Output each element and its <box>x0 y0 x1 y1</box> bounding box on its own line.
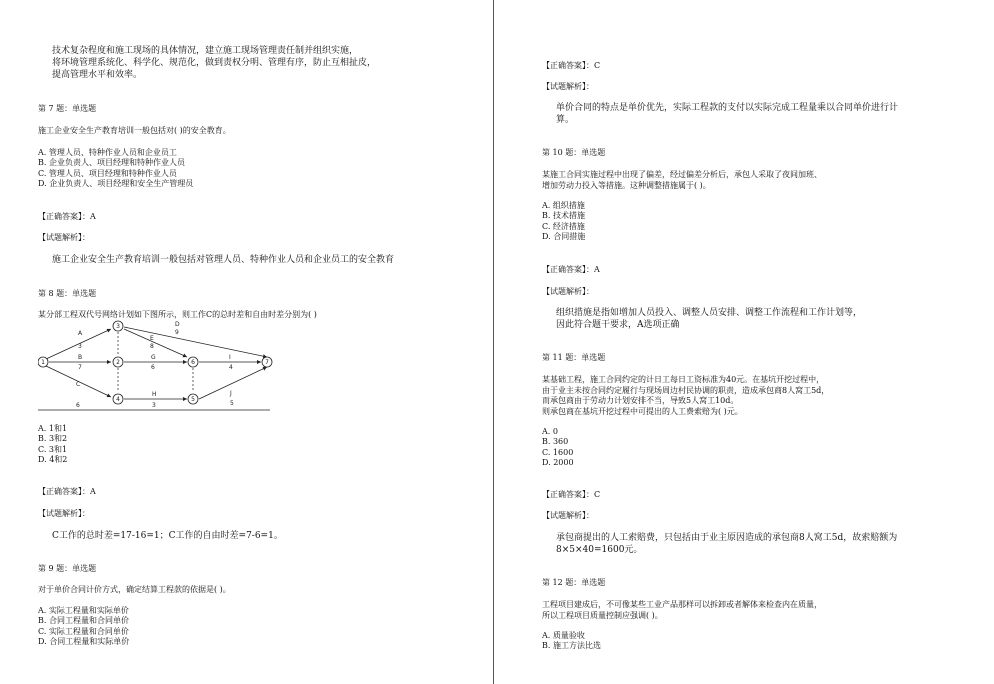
intro-line: 提高管理水平和效率。 <box>52 70 143 80</box>
option-item: B. 技术措施 <box>542 211 585 221</box>
option-item: C. 实际工程量和合同单价 <box>38 626 129 636</box>
node-4 <box>113 394 123 404</box>
q11-analysis-label: 【试题解析】： <box>542 511 594 520</box>
node-5 <box>188 394 198 404</box>
q12-header: 第 12 题：单选题 <box>542 578 606 587</box>
arrow-label: G <box>151 354 156 361</box>
q7-analysis-label: 【试题解析】： <box>38 233 90 242</box>
arrow-label: 6 <box>151 364 155 371</box>
q11-analysis <box>556 532 897 556</box>
svg-text:2: 2 <box>116 359 120 366</box>
svg-text:6: 6 <box>191 359 195 366</box>
q10-options <box>542 201 585 242</box>
left-page <box>0 0 493 684</box>
svg-text:3: 3 <box>116 323 120 330</box>
node-7 <box>262 357 272 367</box>
option-item: B. 合同工程量和合同单价 <box>38 616 129 626</box>
option-item: A. 0 <box>542 427 558 436</box>
svg-text:5: 5 <box>191 396 195 403</box>
arrow-label: C <box>76 381 81 388</box>
option-item: D. 合同工程量和实际单价 <box>38 636 130 646</box>
q7-analysis: 施工企业安全生产教育培训一般包括对管理人员、特种作业人员和企业员工的安全教育 <box>52 255 395 265</box>
q9-header: 第 9 题：单选题 <box>38 564 97 573</box>
q9-options <box>38 606 129 647</box>
svg-text:1: 1 <box>41 359 45 366</box>
option-item: D. 企业负责人、项目经理和安全生产管理员 <box>38 178 194 188</box>
q12-options <box>542 631 601 652</box>
arrow-label: 6 <box>76 402 80 409</box>
intro-line: 将环境管理系统化、科学化、规范化，做到责权分明、管理有序，防止互相扯皮， <box>52 58 377 68</box>
arrow-label: 5 <box>230 400 234 407</box>
analysis-line: 承包商提出的人工索赔费，只包括由于业主原因造成的承包商8人窝工5d，故索赔额为 <box>556 533 898 543</box>
q10-header: 第 10 题：单选题 <box>542 148 606 157</box>
option-item: C. 经济措施 <box>542 221 585 231</box>
node-2 <box>113 357 123 367</box>
option-item: B. 施工方法比选 <box>542 641 601 651</box>
arrow-d <box>124 327 267 357</box>
option-item: D. 合同措施 <box>542 231 586 241</box>
option-item: B. 企业负责人、项目经理和特种作业人员 <box>38 158 185 168</box>
q11-options <box>542 427 574 468</box>
arrow-label: B <box>78 354 83 361</box>
arrow-label: D <box>175 321 180 328</box>
arrow-label: 3 <box>78 343 82 350</box>
option-item: C. 1600 <box>542 447 574 457</box>
q8-header: 第 8 题：单选题 <box>38 289 97 298</box>
arrow-label: 8 <box>150 343 154 350</box>
q11-header: 第 11 题：单选题 <box>542 353 606 362</box>
arrow-label: 9 <box>175 329 179 336</box>
analysis-line: 算。 <box>556 115 575 125</box>
q10-analysis <box>556 307 862 331</box>
option-item: B. 3和2 <box>38 434 68 444</box>
right-page <box>495 0 994 684</box>
q9-stem: 对于单价合同计价方式，确定结算工程款的依据是( )。 <box>38 585 231 594</box>
stem-line: 工程项目建成后，不可像某些工业产品那样可以拆卸或者解体来检查内在质量， <box>542 600 822 609</box>
q10-analysis-label: 【试题解析】： <box>542 287 594 296</box>
network-diagram <box>38 319 278 411</box>
q8-analysis-label: 【试题解析】： <box>38 509 90 518</box>
q7-stem: 施工企业安全生产教育培训一般包括对( )的安全教育。 <box>38 126 231 135</box>
arrow-label: E <box>150 335 154 342</box>
intro-line: 技术复杂程度和施工现场的具体情况，建立施工现场管理责任制并组织实施， <box>52 46 359 56</box>
q11-stem <box>542 375 829 417</box>
arrow-label: A <box>78 330 83 337</box>
option-item: A. 组织措施 <box>542 201 585 210</box>
q10-stem <box>542 170 822 191</box>
analysis-line: 因此符合题干要求，A选项正确 <box>556 320 680 330</box>
stem-line: 由于业主未按合同约定履行与现场周边村民协调的职责，造成承包商8人窝工5d， <box>542 385 830 395</box>
q12-stem <box>542 600 822 621</box>
option-item: D. 2000 <box>542 457 574 467</box>
stem-line: 则承包商在基坑开挖过程中可提出的人工费索赔为( )元。 <box>542 406 743 416</box>
option-item: B. 360 <box>542 437 569 447</box>
arrow-label: J <box>230 390 232 397</box>
svg-text:4: 4 <box>116 396 120 403</box>
option-item: A. 质量验收 <box>542 631 585 640</box>
stem-line: 某基础工程，施工合同约定的计日工每日工资标准为40元。在基坑开挖过程中， <box>542 375 825 384</box>
arrow-j <box>199 367 267 399</box>
analysis-line: 8×5×40=1600元。 <box>556 545 643 555</box>
option-item: D. 4和2 <box>38 454 68 464</box>
option-item: C. 3和1 <box>38 444 68 454</box>
arrow-label: 4 <box>229 364 233 371</box>
svg-text:7: 7 <box>265 359 269 366</box>
arrow-label: 3 <box>152 402 156 409</box>
q7-header: 第 7 题：单选题 <box>38 104 97 113</box>
node-6 <box>188 357 198 367</box>
q9-analysis <box>556 102 898 126</box>
stem-line: 某施工合同实施过程中出现了偏差，经过偏差分析后，承包人采取了夜间加班、 <box>542 170 822 179</box>
intro-paragraph <box>52 45 376 81</box>
q8-analysis: C工作的总时差=17-16=1；C工作的自由时差=7-6=1。 <box>52 531 283 541</box>
option-item: A. 管理人员、特种作业人员和企业员工 <box>38 148 177 157</box>
arrow-label: H <box>152 391 157 398</box>
node-3 <box>113 321 123 331</box>
q7-answer: 【正确答案】：A <box>38 212 96 221</box>
stem-line: 增加劳动力投入等措施。这种调整措施属于( )。 <box>542 180 711 190</box>
q9-answer: 【正确答案】：C <box>542 61 601 70</box>
stem-line: 所以工程项目质量控制应强调( )。 <box>542 610 663 620</box>
q9-analysis-label: 【试题解析】： <box>542 82 594 91</box>
q8-answer: 【正确答案】：A <box>38 487 96 496</box>
q7-options <box>38 148 193 189</box>
q8-options <box>38 424 67 465</box>
option-item: A. 1和1 <box>38 424 68 433</box>
q11-answer: 【正确答案】：C <box>542 490 601 499</box>
node-1 <box>38 357 48 367</box>
option-item: C. 管理人员、项目经理和特种作业人员 <box>38 168 177 178</box>
stem-line: 而承包商由于劳动力计划安排不当，导致5人窝工10d。 <box>542 396 739 405</box>
q8-stem: 某分部工程双代号网络计划如下图所示，则工作C的总时差和自由时差分别为( ) <box>38 310 317 319</box>
arrow-label: 7 <box>78 364 82 371</box>
option-item: A. 实际工程量和实际单价 <box>38 606 129 615</box>
arrow-label: I <box>229 354 231 361</box>
page-divider <box>493 0 494 684</box>
analysis-line: 组织措施是指如增加人员投入、调整人员安排、调整工作流程和工作计划等， <box>556 308 863 318</box>
analysis-line: 单价合同的特点是单价优先，实际工程款的支付以实际完成工程量乘以合同单价进行计 <box>556 103 899 113</box>
q10-answer: 【正确答案】：A <box>542 265 600 274</box>
